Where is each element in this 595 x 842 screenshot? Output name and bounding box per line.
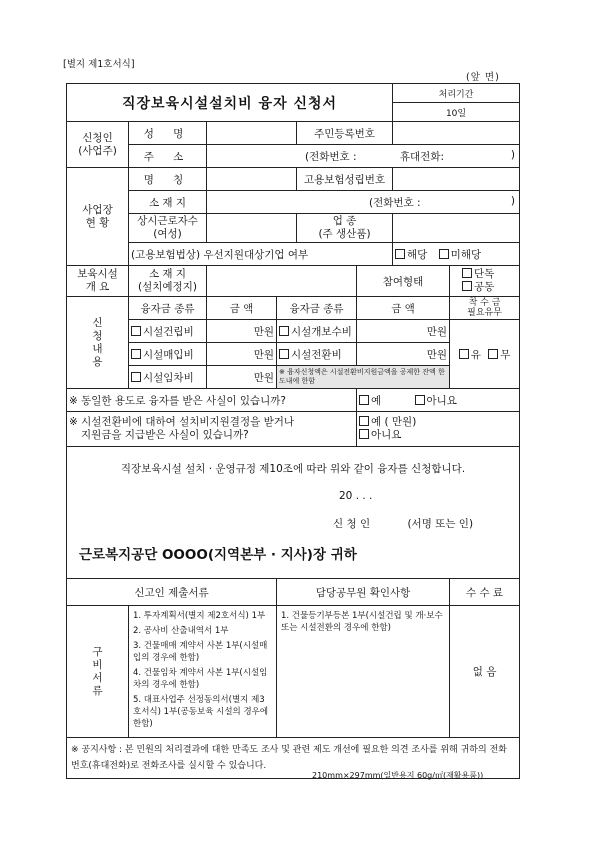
prior-loan-yes-checkbox[interactable] [359, 395, 369, 405]
form-title: 직장보육시설설치비 융자 신청서 [67, 84, 393, 122]
industry-input[interactable] [393, 214, 520, 243]
submitter-docs-list [129, 606, 277, 738]
unit-label: 만원 [253, 325, 274, 338]
applicant-header: 신청인 (사업주) [67, 122, 129, 168]
purchase-checkbox[interactable] [131, 349, 141, 359]
loan-item-row [277, 343, 357, 366]
facility-header: 보육시설 개 요 [67, 266, 129, 297]
doc-item: 3. 건물매매 계약서 사본 1부(시설매입의 경우에 한함) [133, 641, 268, 663]
applicant-address-input[interactable] [207, 145, 520, 168]
facility-location-label: 소 재 지 (설치예정지) [129, 266, 207, 297]
doc-item: 4. 건물임차 계약서 사본 1부(시설임차의 경우에 한함) [133, 668, 268, 690]
content-header: 신 청 내 용 [67, 297, 129, 389]
officer-check-list: 1. 건물등기부등본 1부(시설건립 및 개·보수 또는 시설전환의 경우에 한함) [277, 606, 450, 738]
purchase-amount[interactable] [207, 343, 277, 366]
business-close-paren: ) [510, 194, 516, 207]
loan-item-row [129, 320, 207, 343]
phone-text: (전화번호 : [305, 150, 357, 163]
insurance-no-label: 고용보험성립번호 [297, 168, 393, 191]
unit-label: 만원 [253, 348, 274, 361]
prior-loan-no-label: 아니요 [426, 394, 457, 407]
doc-item: 1. 투자계획서(별지 제2호서식) 1부 [133, 611, 266, 621]
construction-amount[interactable] [207, 320, 277, 343]
conversion-subsidy-options [357, 412, 520, 447]
renovation-checkbox[interactable] [279, 326, 289, 336]
business-name-input[interactable] [207, 168, 297, 191]
rrn-label: 주민등록번호 [297, 122, 393, 145]
docs-side-header: 구 비 서 류 [67, 606, 129, 738]
prior-loan-options [357, 389, 520, 412]
col-loan-type-2: 융자금 종류 [277, 297, 357, 320]
lease-amount[interactable] [207, 366, 277, 389]
conversion-question-line1: ※ 시설전환비에 대하여 설치비지원결정을 받거나 [69, 416, 295, 428]
insurance-no-input[interactable] [393, 168, 520, 191]
processing-period: 10일 [393, 103, 520, 122]
col-amount: 금 액 [207, 297, 277, 320]
privacy-notice: ※ 공지사항 : 본 민원의 처리결과에 대한 만족도 조사 및 관련 제도 개선에 필요한 의견 조사를 위해 귀하의 전화번호(휴대전화)로 전화조사를 실시할 수 있습니다. [67, 738, 520, 779]
application-form [66, 83, 520, 779]
business-phone-text: (전화번호 : [369, 196, 421, 209]
unit-label: 만원 [253, 371, 274, 384]
addressee: 근로복지공단 OOOO(지역본부 · 지사)장 귀하 [79, 547, 357, 563]
applicant-sign-label: 신 청 인 [333, 518, 371, 530]
loan-item-row [129, 343, 207, 366]
joint-label: 공동 [474, 281, 495, 293]
page-side-mark: (앞 면) [466, 72, 500, 83]
construction-checkbox[interactable] [131, 326, 141, 336]
loan-item-row [277, 320, 357, 343]
workers-label: 상시근로자수 (여성) [129, 214, 207, 243]
advance-yes-label: 유 [470, 348, 481, 361]
priority-no-checkbox[interactable] [439, 249, 449, 259]
applicant-name-input[interactable] [207, 122, 297, 145]
paper-size-note: 210mm×297mm(일반용지 60g/㎡(재활용품)) [312, 771, 484, 780]
fee-value: 없 음 [450, 606, 520, 738]
priority-question: (고용보험법상) 우선지원대상기업 여부 [129, 243, 393, 266]
conversion-question-line2: 지원금을 지급받은 사실이 있습니까? [81, 429, 249, 441]
loan-limit-note: ※ 융자신청액은 시설전환비지원금액을 공제한 잔액 한도내에 한함 [277, 366, 450, 389]
mobile-text: 휴대전화: [399, 150, 445, 163]
col-amount-2: 금 액 [357, 297, 450, 320]
prior-loan-no-checkbox[interactable] [415, 395, 425, 405]
declaration-statement: 직장보육시설 설치 · 운영규정 제10조에 따라 위와 같이 융자를 신청합니다. [120, 463, 466, 475]
workers-input[interactable] [207, 214, 297, 243]
construction-label: 시설건립비 [143, 325, 194, 338]
renovation-label: 시설개보수비 [291, 325, 352, 338]
application-date[interactable]: 20 . . . [339, 490, 373, 502]
col-loan-type: 융자금 종류 [129, 297, 207, 320]
business-header: 사업장 현 황 [67, 168, 129, 266]
joint-checkbox[interactable] [462, 281, 472, 291]
conversion-subsidy-question [67, 412, 357, 447]
renovation-amount[interactable] [357, 320, 450, 343]
participation-type-label: 참여형태 [357, 266, 450, 297]
unit-label: 만원 [426, 348, 448, 361]
docs-col-submitter: 신고인 제출서류 [67, 579, 277, 606]
participation-type-options [450, 266, 520, 297]
applicant-name-label: 성 명 [129, 122, 207, 145]
conversion-checkbox[interactable] [279, 349, 289, 359]
business-location-label: 소 재 지 [129, 191, 207, 214]
sign-note[interactable]: (서명 또는 인) [407, 518, 474, 530]
subsidy-yes-label: 예 ( 만원) [371, 416, 417, 428]
declaration-block [67, 447, 520, 579]
single-label: 단독 [474, 268, 495, 280]
advance-yes-checkbox[interactable] [459, 349, 469, 359]
applicant-address-label: 주 소 [129, 145, 207, 168]
facility-location-input[interactable] [207, 266, 357, 297]
close-paren: ) [510, 148, 516, 161]
priority-yes-label: 해당 [407, 248, 428, 261]
advance-no-label: 무 [500, 348, 511, 361]
subsidy-no-label: 아니요 [371, 429, 402, 441]
doc-item: 2. 공사비 산출내역서 1부 [133, 626, 229, 636]
priority-options [393, 243, 520, 266]
subsidy-no-checkbox[interactable] [359, 429, 369, 439]
docs-col-fee: 수 수 료 [450, 579, 520, 606]
priority-yes-checkbox[interactable] [395, 249, 405, 259]
lease-checkbox[interactable] [131, 372, 141, 382]
single-checkbox[interactable] [462, 268, 472, 278]
advance-no-checkbox[interactable] [488, 349, 498, 359]
docs-col-officer: 담당공무원 확인사항 [277, 579, 450, 606]
prior-loan-yes-label: 예 [371, 394, 382, 407]
rrn-input[interactable] [393, 122, 520, 145]
business-name-label: 명 칭 [129, 168, 207, 191]
form-number: [별지 제1호서식] [63, 59, 135, 70]
prior-loan-question: ※ 동일한 용도로 융자를 받은 사실이 있습니까? [67, 389, 357, 412]
doc-item: 5. 대표사업주 선정동의서(별지 제3호서식) 1부(공동보육 시설의 경우에 한함) [133, 695, 269, 729]
col-advance-need: 착 수 금 필요유무 [450, 297, 520, 320]
industry-label: 업 종 (주 생산품) [297, 214, 393, 243]
conversion-amount[interactable] [357, 343, 450, 366]
business-location-input[interactable] [207, 191, 520, 214]
advance-need-options [450, 320, 520, 389]
processing-label: 처리기간 [393, 84, 520, 103]
loan-item-row [129, 366, 207, 389]
lease-label: 시설임차비 [143, 371, 194, 384]
conversion-label: 시설전환비 [291, 348, 342, 361]
subsidy-yes-checkbox[interactable] [359, 416, 369, 426]
purchase-label: 시설매입비 [143, 348, 194, 361]
priority-no-label: 미해당 [450, 248, 482, 261]
unit-label: 만원 [426, 325, 448, 338]
